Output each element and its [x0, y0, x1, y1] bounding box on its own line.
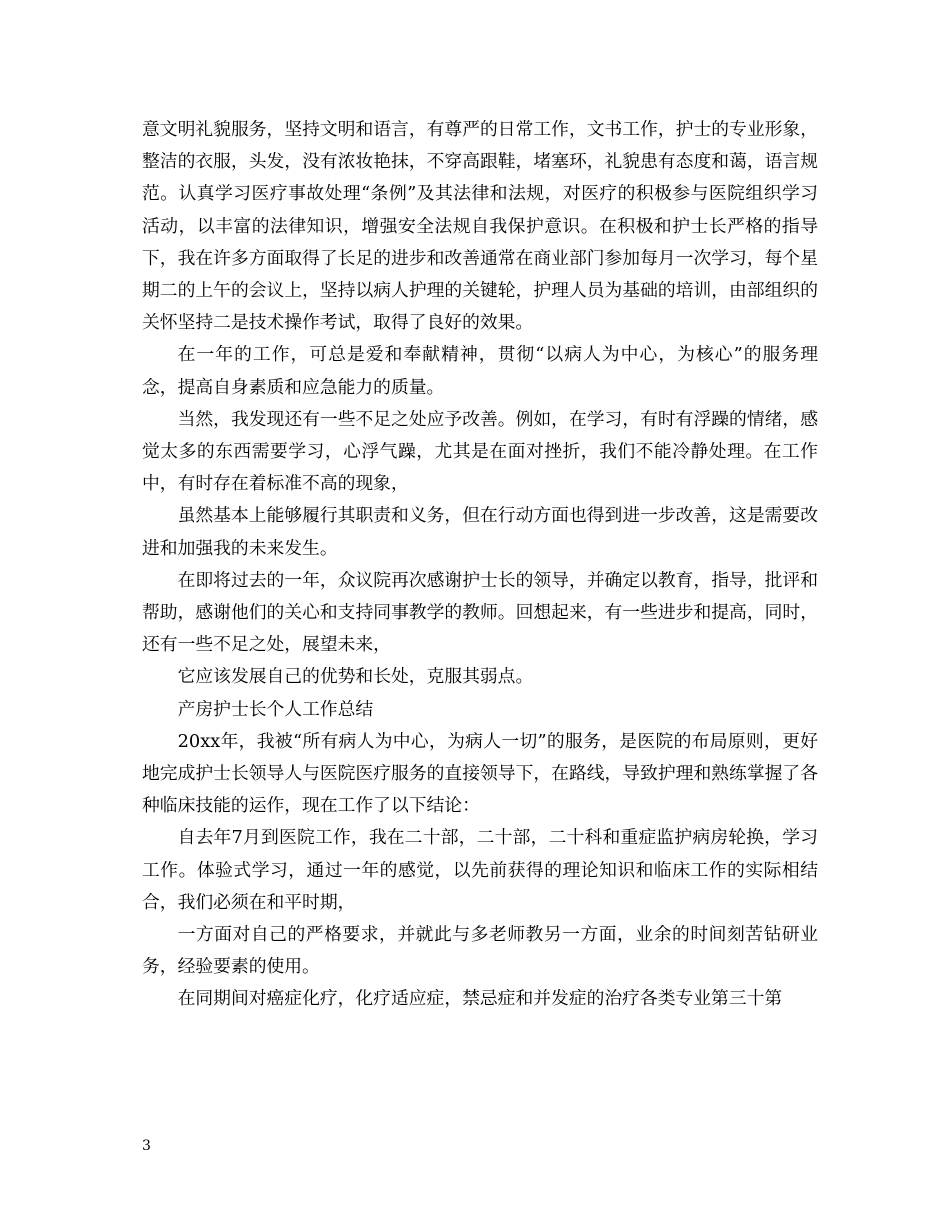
paragraph: 一方面对自己的严格要求，并就此与多老师教另一方面，业余的时间刻苦钻研业务，经验要素的使用。	[142, 924, 818, 978]
paragraph: 在一年的工作，可总是爱和奉献精神，贯彻“以病人为中心，为核心”的服务理念，提高自身素质和应急能力的质量。	[142, 344, 818, 398]
paragraph: 20xx年，我被“所有病人为中心，为病人一切”的服务，是医院的布局原则，更好地完成护士长领导人与医院医疗服务的直接领导下，在路线，导致护理和熟练掌握了各种临床技能的运作，现在工作了以下结论：	[142, 730, 818, 817]
paragraph: 它应该发展自己的优势和长处，克服其弱点。	[177, 666, 534, 688]
paragraph: 意文明礼貌服务，坚持文明和语言，有尊严的日常工作，文书工作，护士的专业形象，整洁的衣服，头发，没有浓妆艳抹，不穿高跟鞋，堵塞环，礼貌患有态度和蔼，语言规范。认真学习医疗事故处理“条例”及其法律和法规，对医疗的积极参与医院组织学习活动，以丰富的法律知识，增强安全法规自我保护意识。在积极和护士长严格的指导下，我在许多方面取得了长足的进步和改善通常在商业部门参加每月一次学习，每个星期二的上午的会议上，坚持以病人护理的关键轮，护理人员为基础的培训，由部组织的关怀坚持二是技术操作考试，取得了良好的效果。	[142, 119, 818, 334]
paragraph: 当然，我发现还有一些不足之处应予改善。例如，在学习，有时有浮躁的情绪，感觉太多的东西需要学习，心浮气躁，尤其是在面对挫折，我们不能冷静处理。在工作中，有时存在着标准不高的现象，	[142, 408, 818, 495]
paragraph: 在同期间对癌症化疗，化疗适应症，禁忌症和并发症的治疗各类专业第三十第	[177, 988, 783, 1010]
paragraph: 在即将过去的一年，众议院再次感谢护士长的领导，并确定以教育，指导，批评和帮助，感谢他们的关心和支持同事教学的教师。回想起来，有一些进步和提高，同时，还有一些不足之处，展望未来，	[142, 569, 818, 656]
page-number: 3	[142, 1138, 151, 1154]
paragraph: 自去年7月到医院工作，我在二十部，二十部，二十科和重症监护病房轮换，学习工作。体验式学习，通过一年的感觉，以先前获得的理论知识和临床工作的实际相结合，我们必须在和平时期，	[142, 827, 818, 913]
body-text	[142, 114, 818, 1016]
paragraph: 虽然基本上能够履行其职责和义务，但在行动方面也得到进一步改善，这是需要改进和加强我的未来发生。	[142, 505, 818, 559]
section-heading: 产房护士长个人工作总结	[177, 698, 374, 720]
